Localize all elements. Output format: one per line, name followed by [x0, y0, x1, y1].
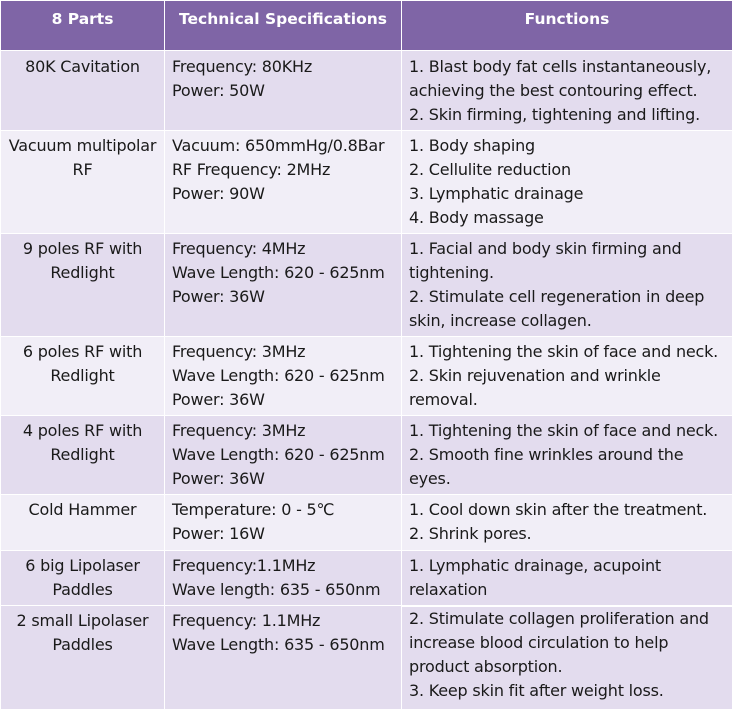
- lipolaser-function-cell: [402, 551, 732, 710]
- function-line: 2. Smooth fine wrinkles around the eyes.: [409, 443, 726, 491]
- function-line: 1. Tightening the skin of face and neck.: [409, 340, 726, 364]
- spec-cell: [165, 551, 402, 606]
- function-cell: [402, 234, 732, 337]
- function-line: 2. Cellulite reduction: [409, 158, 726, 182]
- function-line: 1. Tightening the skin of face and neck.: [409, 419, 726, 443]
- function-line: 2. Skin firming, tightening and lifting.: [409, 103, 726, 127]
- spec-line: Frequency: 80KHz: [172, 55, 395, 79]
- spec-line: Frequency:1.1MHz: [172, 554, 395, 578]
- function-line: 2. Stimulate cell regeneration in deep skin, increase collagen.: [409, 285, 726, 333]
- function-line: 4. Body massage: [409, 206, 726, 230]
- function-line: 1. Body shaping: [409, 134, 726, 158]
- function-cell: [402, 131, 732, 234]
- spec-cell: [165, 495, 402, 551]
- table-row: [1, 131, 732, 234]
- spec-line: Wave Length: 620 - 625nm: [172, 443, 395, 467]
- function-line: 1. Facial and body skin firming and tightening.: [409, 237, 726, 285]
- table-row: [1, 234, 732, 337]
- function-cell: [402, 495, 732, 551]
- table-row: [1, 51, 732, 131]
- header-functions: Functions: [402, 1, 732, 51]
- spec-cell: [165, 337, 402, 416]
- function-cell: [402, 337, 732, 416]
- spec-cell: [165, 606, 402, 710]
- spec-line: Wave Length: 620 - 625nm: [172, 261, 395, 285]
- table-header-row: [1, 1, 732, 51]
- spec-line: Vacuum: 650mmHg/0.8Bar: [172, 134, 395, 158]
- spec-line: Power: 90W: [172, 182, 395, 206]
- header-technical-specifications: Technical Specifications: [165, 1, 402, 51]
- spec-line: Wave length: 635 - 650nm: [172, 578, 395, 602]
- spec-line: Power: 16W: [172, 522, 395, 546]
- part-name: Cold Hammer: [1, 495, 165, 551]
- spec-line: Power: 36W: [172, 388, 395, 412]
- part-name: 9 poles RF with Redlight: [1, 234, 165, 337]
- header-parts: 8 Parts: [1, 1, 165, 51]
- part-name: 6 big Lipolaser Paddles: [1, 551, 165, 606]
- spec-line: Frequency: 4MHz: [172, 237, 395, 261]
- function-line: 3. Keep skin fit after weight loss.: [409, 679, 726, 703]
- function-cell: [402, 51, 732, 131]
- spec-line: RF Frequency: 2MHz: [172, 158, 395, 182]
- table-row: [1, 416, 732, 495]
- part-name: 6 poles RF with Redlight: [1, 337, 165, 416]
- table-row: [1, 551, 732, 606]
- spec-line: Frequency: 3MHz: [172, 340, 395, 364]
- spec-line: Power: 50W: [172, 79, 395, 103]
- function-line: 3. Lymphatic drainage: [409, 182, 726, 206]
- spec-line: Power: 36W: [172, 467, 395, 491]
- function-line: 2. Stimulate collagen proliferation and increase blood circulation to help product absorption.: [409, 607, 726, 679]
- function-line: 1. Cool down skin after the treatment.: [409, 498, 726, 522]
- table-row: [1, 337, 732, 416]
- part-name: Vacuum multipolar RF: [1, 131, 165, 234]
- spec-line: Wave Length: 635 - 650nm: [172, 633, 395, 657]
- part-name: 2 small Lipolaser Paddles: [1, 606, 165, 710]
- spec-cell: [165, 234, 402, 337]
- spec-line: Power: 36W: [172, 285, 395, 309]
- spec-line: Wave Length: 620 - 625nm: [172, 364, 395, 388]
- spec-line: Temperature: 0 - 5℃: [172, 498, 395, 522]
- spec-cell: [165, 131, 402, 234]
- function-line: 2. Shrink pores.: [409, 522, 726, 546]
- spec-line: Frequency: 1.1MHz: [172, 609, 395, 633]
- function-cell: [402, 416, 732, 495]
- table-row: [1, 495, 732, 551]
- function-line: 1. Blast body fat cells instantaneously, achieving the best contouring effect.: [409, 55, 726, 103]
- part-name: 80K Cavitation: [1, 51, 165, 131]
- spec-cell: [165, 51, 402, 131]
- function-line: 2. Skin rejuvenation and wrinkle removal.: [409, 364, 726, 412]
- spec-cell: [165, 416, 402, 495]
- part-name: 4 poles RF with Redlight: [1, 416, 165, 495]
- function-line: 1. Lymphatic drainage, acupoint relaxation: [409, 554, 726, 602]
- spec-line: Frequency: 3MHz: [172, 419, 395, 443]
